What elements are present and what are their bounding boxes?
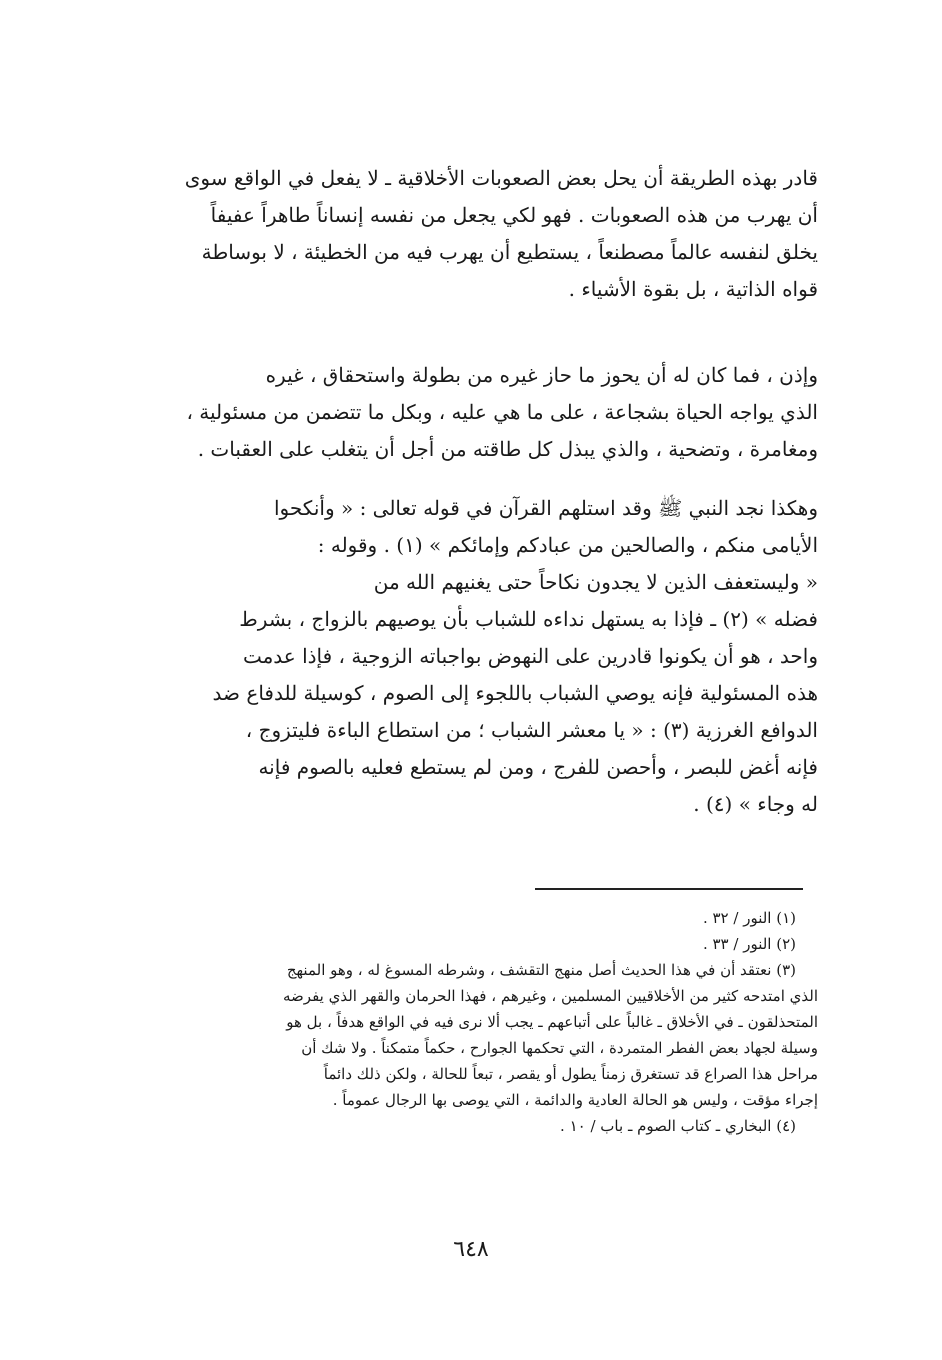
text-line: « وليستعفف الذين لا يجدون نكاحاً حتى يغنيهم الله من: [373, 570, 818, 594]
text-line: الدوافع الغرزية (٣) : « يا معشر الشباب ؛ من استطاع الباءة فليتزوج ،: [245, 718, 818, 742]
footnote-separator: [535, 888, 803, 890]
paragraph-3: [118, 490, 818, 823]
text-line: الذي يواجه الحياة بشجاعة ، على ما هي عليه ، وبكل ما تتضمن من مسئولية ،: [186, 400, 818, 424]
text-line: قادر بهذه الطريقة أن يحل بعض الصعوبات الأخلاقية ـ لا يفعل في الواقع سوى: [184, 166, 818, 190]
footnote-line: الذي امتدحه كثير من الأخلاقيين المسلمين ، وغيرهم ، فهذا الحرمان والقهر الذي يفرضه: [283, 987, 818, 1005]
footnote-line: (٤) البخاري ـ كتاب الصوم ـ باب / ١٠ .: [560, 1117, 796, 1135]
footnote-line: المتحذلقون ـ في الأخلاق ـ غالباً على أتباعهم ـ يجب ألا نرى فيه في الواقع هدفاً ، بل هو: [286, 1013, 818, 1031]
footnote-line: (٢) النور / ٣٣ .: [702, 935, 796, 953]
paragraph-1: [118, 160, 818, 308]
text-line: الأيامى منكم ، والصالحين من عبادكم وإمائكم » (١) . وقوله :: [317, 533, 818, 557]
text-line: واحد ، هو أن يكونوا قادرين على النهوض بواجباته الزوجية ، فإذا عدمت: [242, 644, 818, 668]
text-line: فضله » (٢) ـ فإذا به يستهل نداءه للشباب بأن يوصيهم بالزواج ، بشرط: [239, 607, 818, 631]
text-line: هذه المسئولية فإنه يوصي الشباب باللجوء إلى الصوم ، كوسيلة للدفاع ضد: [212, 681, 818, 705]
text-line: فإنه أغض للبصر ، وأحصن للفرج ، ومن لم يستطع فعليه بالصوم فإنه: [258, 755, 818, 779]
paragraph-2: [118, 357, 818, 468]
footnote-line: وسيلة لجهاد بعض الفطر المتمردة ، التي تحكمها الجوارح ، حكماً متمكناً . ولا شك أن: [301, 1039, 818, 1057]
footnote-line: (٣) نعتقد أن في هذا الحديث أصل منهج التقشف ، وشرطه المسوغ له ، وهو المنهج: [286, 961, 796, 979]
text-line: أن يهرب من هذه الصعوبات . فهو لكي يجعل من نفسه إنساناً طاهراً عفيفاً: [210, 203, 818, 227]
text-line: وهكذا نجد النبي ﷺ وقد استلهم القرآن في قوله تعالى : « وأنكحوا: [274, 496, 818, 520]
page-number: ٦٤٨: [453, 1237, 489, 1262]
text-line: ومغامرة ، وتضحية ، والذي يبذل كل طاقته من أجل أن يتغلب على العقبات .: [197, 437, 818, 461]
footnote-line: (١) النور / ٣٢ .: [702, 909, 796, 927]
footnote-line: إجراء مؤقت ، وليس هو الحالة العادية والدائمة ، التي يوصى بها الرجال عموماً .: [332, 1091, 818, 1109]
text-line: وإذن ، فما كان له أن يحوز ما حاز غيره من بطولة واستحقاق ، غيره: [265, 363, 818, 387]
text-line: قواه الذاتية ، بل بقوة الأشياء .: [568, 277, 818, 301]
footnote-line: مراحل هذا الصراع قد تستغرق زمناً يطول أو يقصر ، تبعاً للحالة ، ولكن ذلك دائماً: [323, 1065, 818, 1083]
text-line: له وجاء » (٤) .: [693, 792, 818, 816]
text-line: يخلق لنفسه عالماً مصطنعاً ، يستطيع أن يهرب فيه من الخطيئة ، لا بوساطة: [201, 240, 818, 264]
footnotes: [118, 905, 818, 1139]
